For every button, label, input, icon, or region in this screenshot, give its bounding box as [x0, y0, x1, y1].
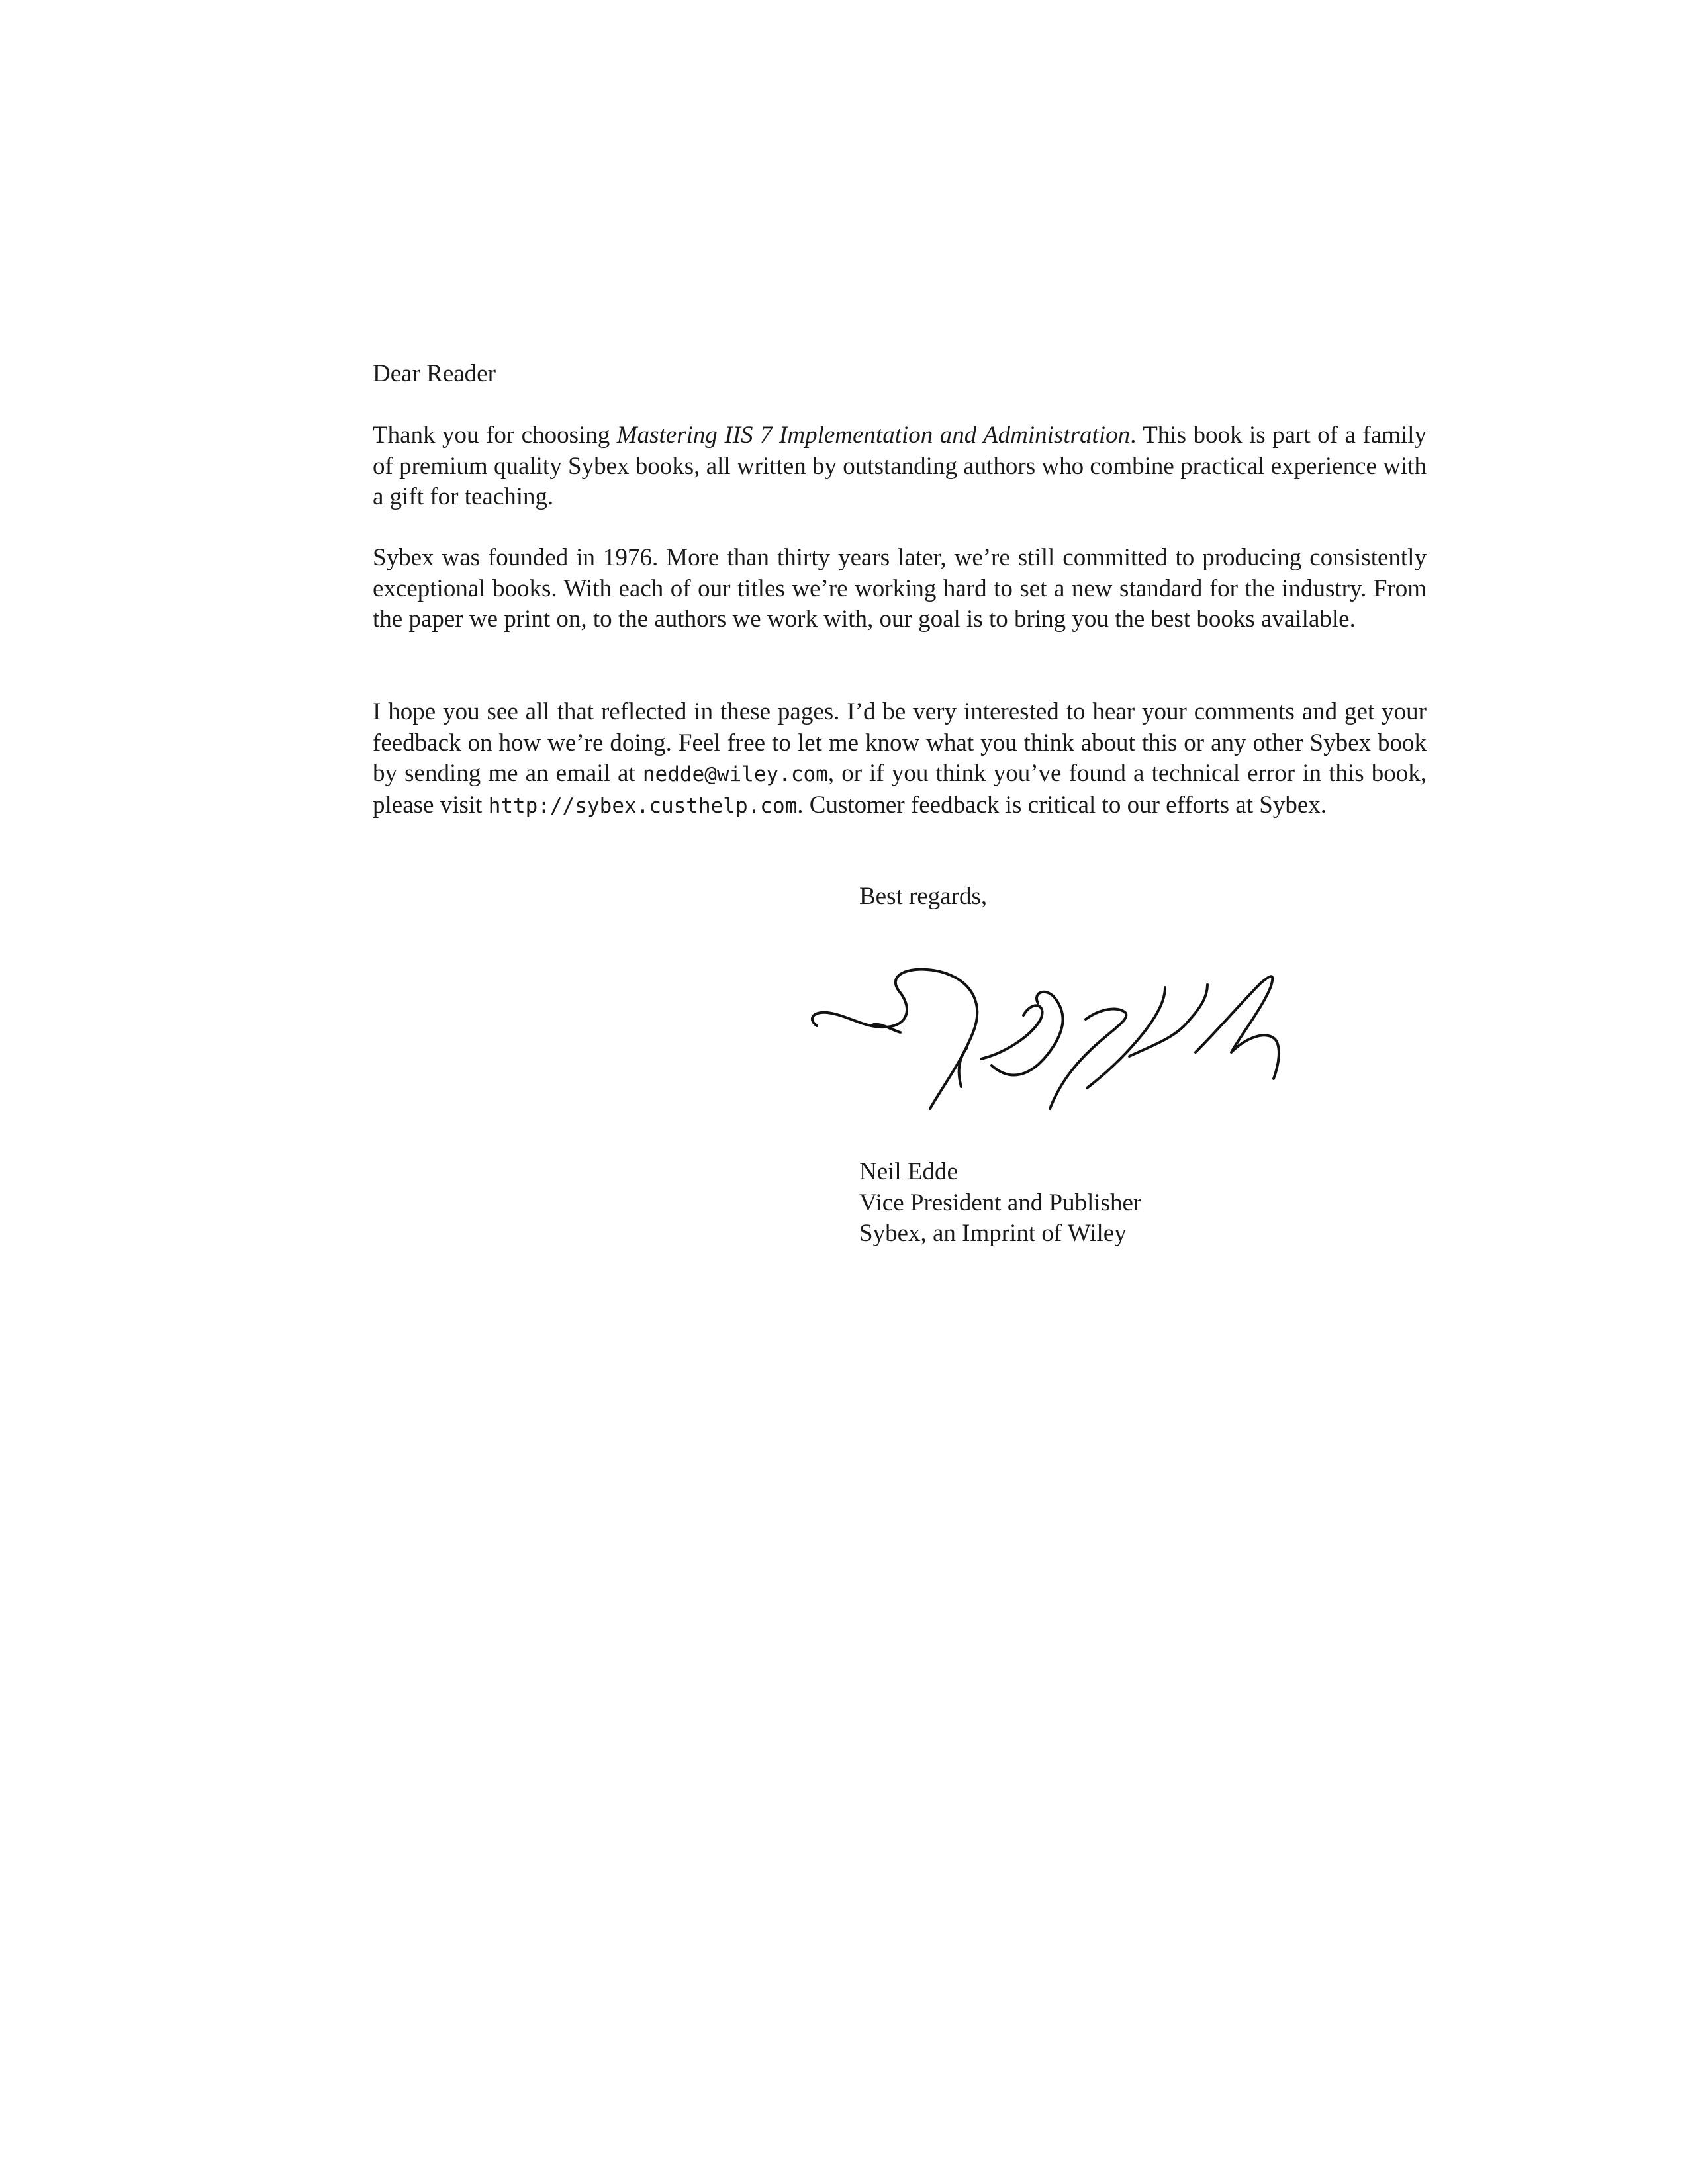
salutation: Dear Reader — [373, 360, 496, 387]
para1-text-before: Thank you for choosing — [373, 422, 617, 449]
signature-stroke-1 — [812, 970, 977, 1109]
paragraph-history: Sybex was founded in 1976. More than thirty years later, we’re still committed to producing consistently exceptional books. With each of our titles we’re working hard to set a new standard for the industry. From the paper we print on, to the authors we work with, our goal is to bring you the best books available. — [373, 544, 1427, 633]
handwritten-signature — [808, 946, 1311, 1125]
signature-stroke-9 — [1196, 976, 1279, 1079]
book-title: Mastering IIS 7 Implementation and Administration — [616, 422, 1131, 449]
paragraph-feedback — [373, 697, 1427, 821]
signature-block — [859, 1157, 1141, 1250]
closing-regards: Best regards, — [859, 883, 988, 910]
support-url-link[interactable]: http://sybex.custhelp.com — [488, 794, 798, 818]
signature-stroke-3 — [959, 1048, 966, 1087]
paragraph-intro — [373, 420, 1427, 513]
signer-title: Vice President and Publisher — [859, 1189, 1142, 1216]
signer-company: Sybex, an Imprint of Wiley — [859, 1220, 1127, 1247]
para3-text-a: I hope you see all that reflected in these pages. I’d be very interested to hear your comments and get your feedback on how we’re doing. Feel free to let me know what you think about this or any other Sybex book by sending me an email at — [373, 698, 1427, 787]
email-link[interactable]: nedde@wiley.com — [642, 762, 828, 786]
signature-stroke-4 — [981, 1005, 1043, 1059]
para3-text-c: . Customer feedback is critical to our efforts at Sybex. — [797, 791, 1327, 819]
para1-text-after: . This book is part of a family of premium quality Sybex books, all written by outstanding authors who combine practical experience with a gift for teaching. — [373, 422, 1427, 510]
signature-stroke-8 — [1129, 985, 1207, 1056]
signer-name: Neil Edde — [859, 1158, 958, 1185]
para3-text-b: , or if you think you’ve found a technical error in this book, please visit — [373, 760, 1427, 819]
signature-stroke-7 — [1087, 987, 1165, 1088]
